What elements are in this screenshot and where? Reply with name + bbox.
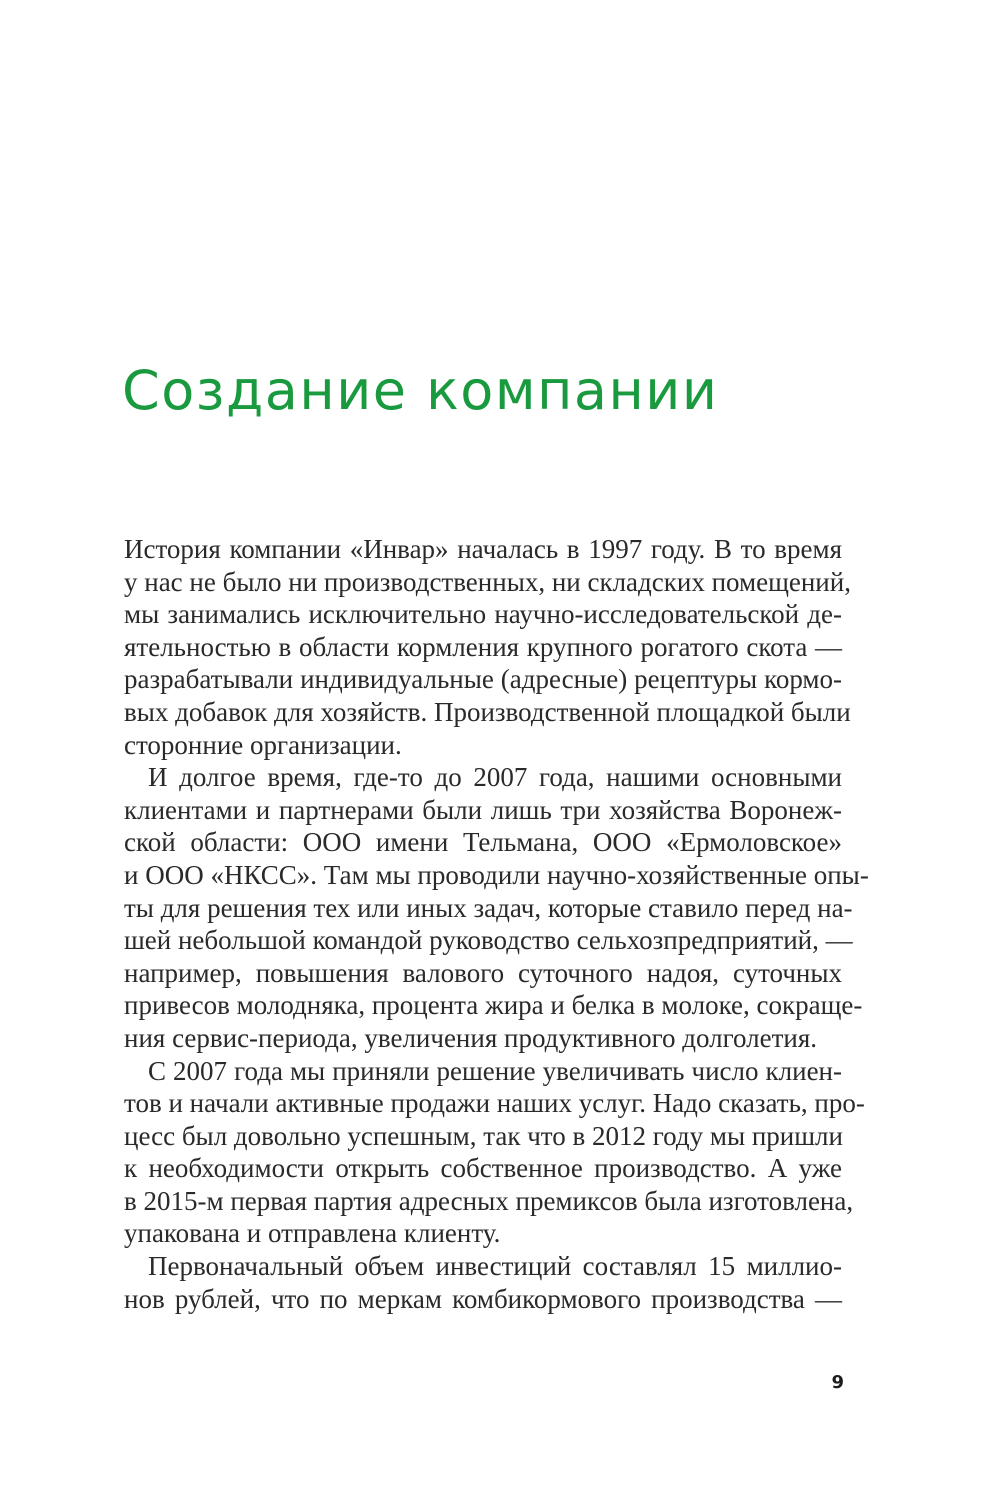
text-line: ской области: ООО имени Тельмана, ООО «Ермоловское»: [124, 827, 842, 858]
text-line: История компании «Инвар» началась в 1997 году. В то время: [124, 534, 842, 564]
text-line: сторонние организации.: [124, 729, 402, 760]
body-text: [124, 533, 869, 1315]
text-line: ятельностью в области кормления крупного рогатого скота —: [124, 631, 842, 662]
text-line: упакована и отправлена клиенту.: [124, 1218, 501, 1249]
text-line: клиентами и партнерами были лишь три хозяйства Воронеж-: [124, 794, 842, 825]
text-line: ты для решения тех или иных задач, которые ставило перед на-: [124, 892, 853, 923]
text-line: к необходимости открыть собственное производство. А уже: [124, 1153, 842, 1184]
text-line: у нас не было ни производственных, ни складских помещений,: [124, 566, 851, 597]
text-line: в 2015-м первая партия адресных премиксов была изготовлена,: [124, 1185, 854, 1216]
text-line: например, повышения валового суточного надоя, суточных: [124, 957, 842, 988]
text-line: И долгое время, где-то до 2007 года, нашими основными: [148, 762, 842, 793]
text-line: тов и начали активные продажи наших услуг. Надо сказать, про-: [124, 1088, 865, 1119]
page-number: 9: [831, 1372, 844, 1393]
text-line: ния сервис-периода, увеличения продуктивного долголетия.: [124, 1022, 818, 1053]
text-line: С 2007 года мы приняли решение увеличивать число клиен-: [148, 1055, 842, 1086]
text-line: и ООО «НКСС». Там мы проводили научно-хозяйственные опы-: [124, 859, 869, 890]
text-line: шей небольшой командой руководство сельхозпредприятий, —: [124, 925, 853, 956]
text-line: цесс был довольно успешным, так что в 2012 году мы пришли: [124, 1120, 843, 1151]
text-line: вых добавок для хозяйств. Производственной площадкой были: [124, 696, 851, 727]
text-line: нов рублей, что по меркам комбикормового производства —: [124, 1283, 842, 1314]
text-line: привесов молодняка, процента жира и белка в молоке, сокраще-: [124, 990, 863, 1021]
text-line: Первоначальный объем инвестиций составлял 15 миллио-: [148, 1251, 842, 1282]
text-line: мы занимались исключительно научно-исследовательской де-: [124, 599, 842, 630]
text-line: разрабатывали индивидуальные (адресные) рецептуры кормо-: [124, 664, 842, 695]
chapter-title: Создание компании: [122, 359, 719, 422]
